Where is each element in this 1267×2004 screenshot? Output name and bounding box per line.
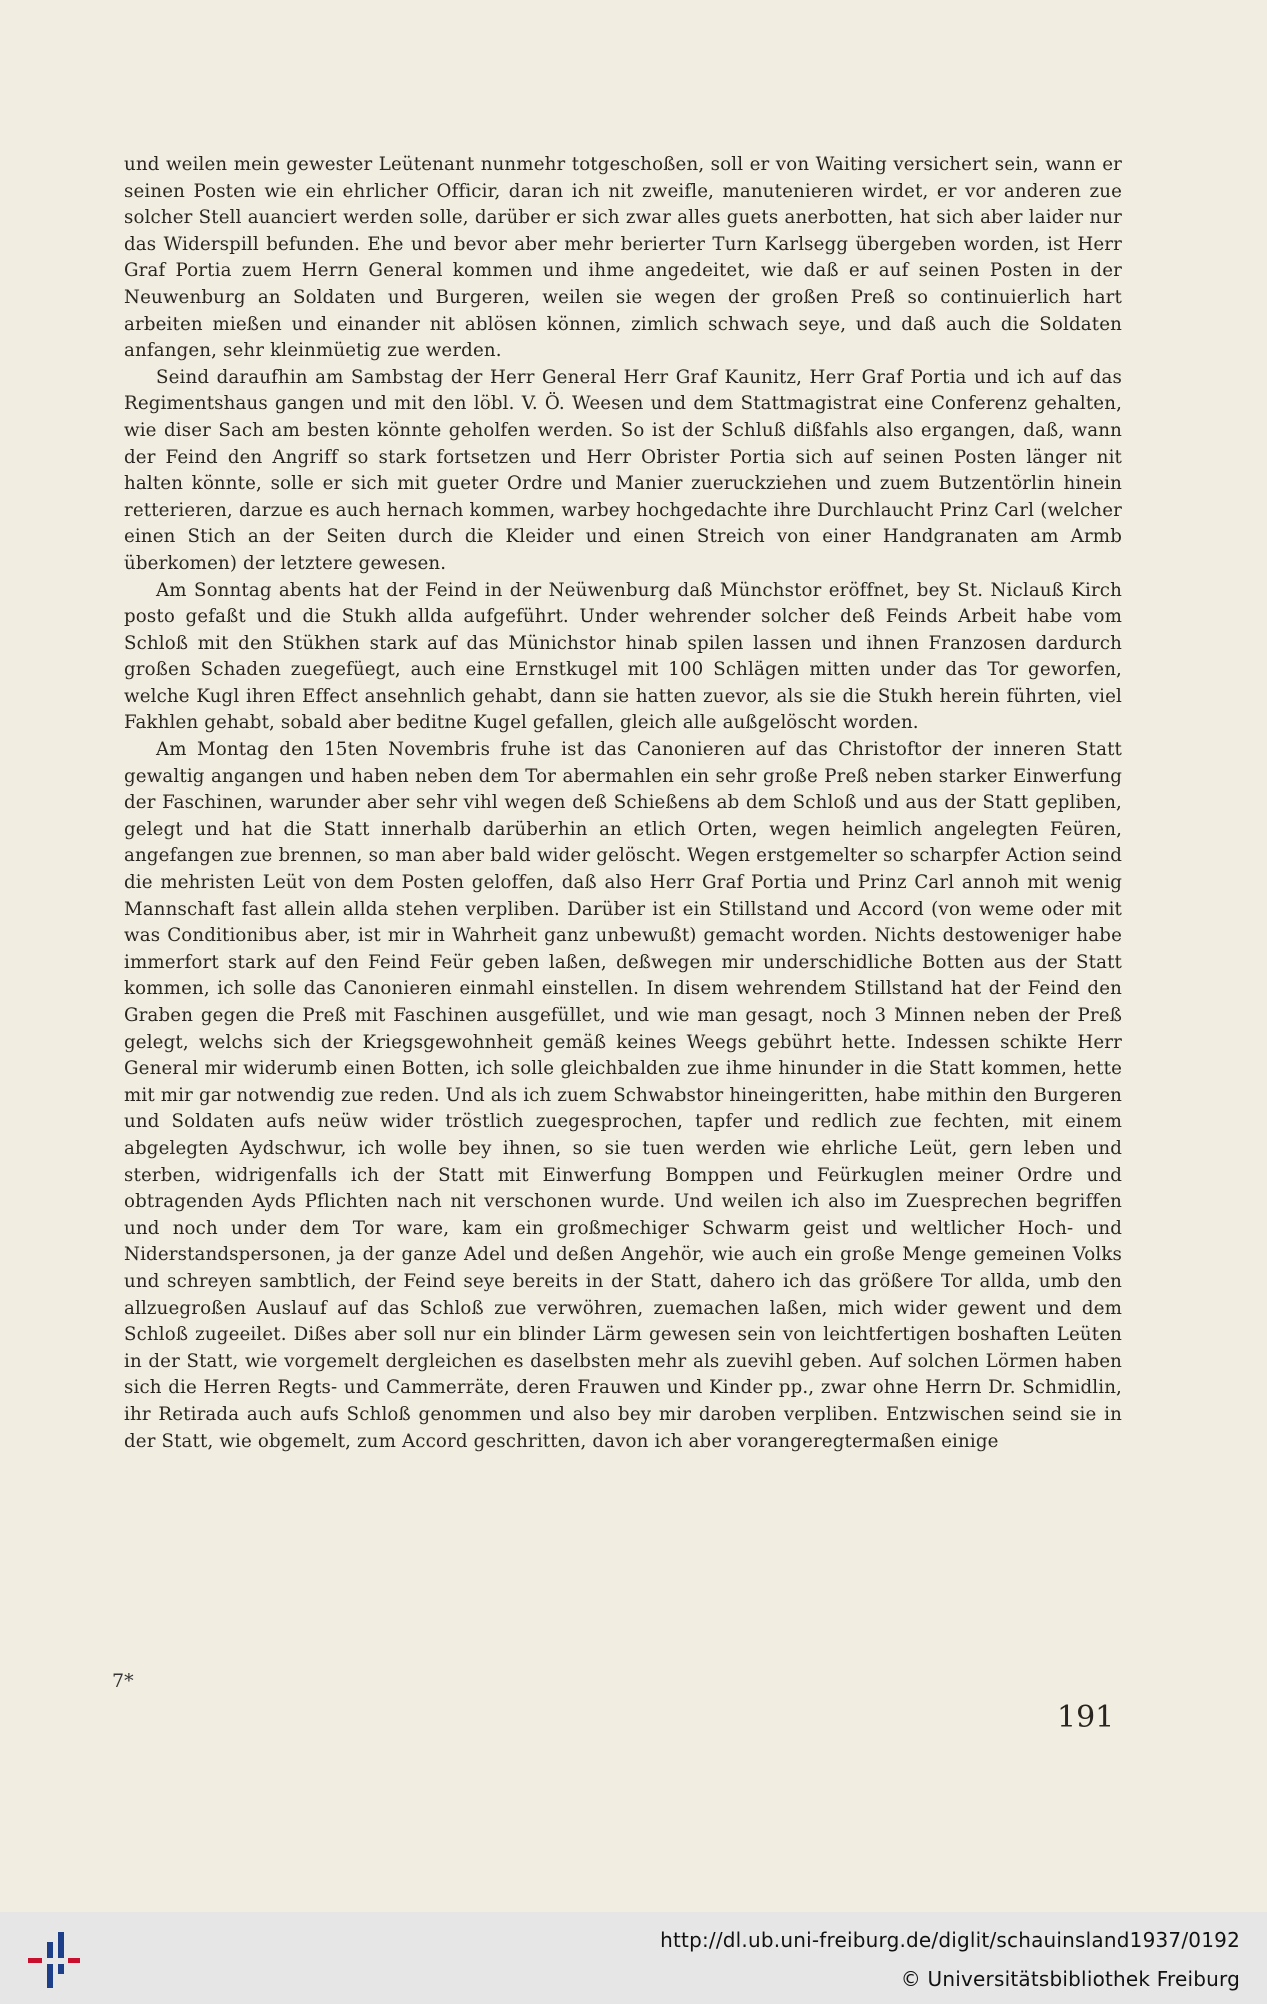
page-number: 191 <box>1057 1700 1115 1735</box>
footnote-mark: 7* <box>112 1670 134 1692</box>
copyright-notice: © Universitätsbibliothek Freiburg <box>900 1967 1240 1991</box>
body-text <box>124 152 1122 1455</box>
paragraph: Seind daraufhin am Sambstag der Herr General Herr Graf Kaunitz, Herr Graf Portia und ich auf das Regimentshaus gangen und mit den löbl. V. Ö. Weesen und dem Stattmagistrat eine Conferenz gehalten, wie diser Sach am besten könnte geholfen werden. So ist der Schluß dißfahls also ergangen, daß, wann der Feind den Angriff so stark fortsetzen und Herr Obrister Portia sich auf seinen Posten länger nit halten könnte, solle er sich mit gueter Ordre und Manier zueruckziehen und zuem Butzentörlin hinein retterieren, darzue es auch hernach kommen, warbey hochgedachte ihre Durchlaucht Prinz Carl (welcher einen Stich an der Seiten durch die Kleider und einen Streich von einer Handgranaten am Armb überkomen) der letztere gewesen. <box>124 366 1122 574</box>
paragraph: Am Sonntag abents hat der Feind in der Neüwenburg daß Münchstor eröffnet, bey St. Niclauß Kirch posto gefaßt und die Stukh allda aufgeführt. Under wehrender solcher deß Feinds Arbeit habe vom Schloß mit den Stükhen stark auf das Münichstor hinab spilen lassen und ihnen Franzosen dardurch großen Schaden zuegefüegt, auch eine Ernstkugel mit 100 Schlägen mitten under das Tor geworfen, welche Kugl ihren Effect ansehnlich gehabt, dann sie hatten zuevor, als sie die Stukh herein führten, viel Fakhlen gehabt, sobald aber beditne Kugel gefallen, gleich alle außgelöscht worden. <box>124 579 1122 734</box>
university-library-logo-icon <box>26 1928 82 1992</box>
permalink-url[interactable]: http://dl.ub.uni-freiburg.de/diglit/schauinsland1937/0192 <box>660 1928 1240 1952</box>
paragraph: Am Montag den 15ten Novembris fruhe ist das Canonieren auf das Christoftor der inneren Statt gewaltig angangen und haben neben dem Tor abermahlen ein sehr große Preß neben starker Einwerfung der Faschinen, warunder aber sehr vihl wegen deß Schießens ab dem Schloß und aus der Statt gepliben, gelegt und hat die Statt innerhalb darüberhin an etlich Orten, wegen heimlich angelegten Feüren, angefangen zue brennen, so man aber bald wider gelöscht. Wegen erstgemelter so scharpfer Action seind die mehristen Leüt von dem Posten geloffen, daß also Herr Graf Portia und Prinz Carl annoh mit wenig Mannschaft fast allein allda stehen verpliben. Darüber ist ein Stillstand und Accord (von weme oder mit was Conditionibus aber, ist mir in Wahrheit ganz unbewußt) gemacht worden. Nichts destoweniger habe immerfort stark auf den Feind Feür geben laßen, deßwegen mir underschidliche Botten aus der Statt kommen, ich solle das Canonieren einmahl einstellen. In disem wehrendem Stillstand hat der Feind den Graben gegen die Preß mit Faschinen ausgefüllet, und wie man gesagt, noch 3 Minnen neben der Preß gelegt, welchs sich der Kriegsgewohnheit gemäß keines Weegs gebührt hette. Indessen schikte Herr General mir widerumb einen Botten, ich solle gleichbalden zue ihme hinunder in die Statt kommen, hette mit mir gar notwendig zue reden. Und als ich zuem Schwabstor hineingeritten, habe mithin den Burgeren und Soldaten aufs neüw wider tröstlich zuegesprochen, tapfer und redlich zue fechten, mit einem abgelegten Aydschwur, ich wolle bey ihnen, so sie tuen werden wie ehrliche Leüt, gern leben und sterben, widrigenfalls ich der Statt mit Einwerfung Bomppen und Feürkuglen meiner Ordre und obtragenden Ayds Pflichten nach nit verschonen wurde. Und weilen ich also im Zuesprechen begriffen und noch under dem Tor ware, kam ein großmechiger Schwarm geist und weltlicher Hoch- und Niderstandspersonen, ja der ganze Adel und deßen Angehör, wie auch ein große Menge gemeinen Volks und schreyen sambtlich, der Feind seye bereits in der Statt, dahero ich das größere Tor allda, umb den allzuegroßen Auslauf auf das Schloß zue verwöhren, zuemachen laßen, mich wider gewent und dem Schloß zugeeilet. Dißes aber soll nur ein blinder Lärm gewesen sein von leichtfertigen boshaften Leüten in der Statt, wie vorgemelt dergleichen es daselbsten mehr als zuevihl geben. Auf solchen Lörmen haben sich die Herren Regts- und Cammerräte, deren Frauwen und Kinder pp., zwar ohne Herrn Dr. Schmidlin, ihr Retirada auch aufs Schloß genommen und also bey mir daroben verpliben. Entzwischen seind sie in der Statt, wie obgemelt, zum Accord geschritten, davon ich aber vorangeregtermaßen einige <box>124 739 1122 1452</box>
paragraph: und weilen mein gewester Leütenant nunmehr totgeschoßen, soll er von Waiting versichert sein, wann er seinen Posten wie ein ehrlicher Officir, daran ich nit zweifle, manutenieren wirdet, er vor anderen zue solcher Stell auanciert werden solle, darüber er sich zwar alles guets anerbotten, hat sich aber laider nur das Widerspill befunden. Ehe und bevor aber mehr berierter Turn Karlsegg übergeben worden, ist Herr Graf Portia zuem Herrn General kommen und ihme angedeitet, wie daß er auf seinen Posten in der Neuwenburg an Soldaten und Burgeren, weilen sie wegen der großen Preß so continuierlich hart arbeiten mießen und einander nit ablösen können, zimlich schwach seye, und daß auch die Soldaten anfangen, sehr kleinmüetig zue werden. <box>124 154 1122 362</box>
library-footer <box>0 1912 1267 2004</box>
